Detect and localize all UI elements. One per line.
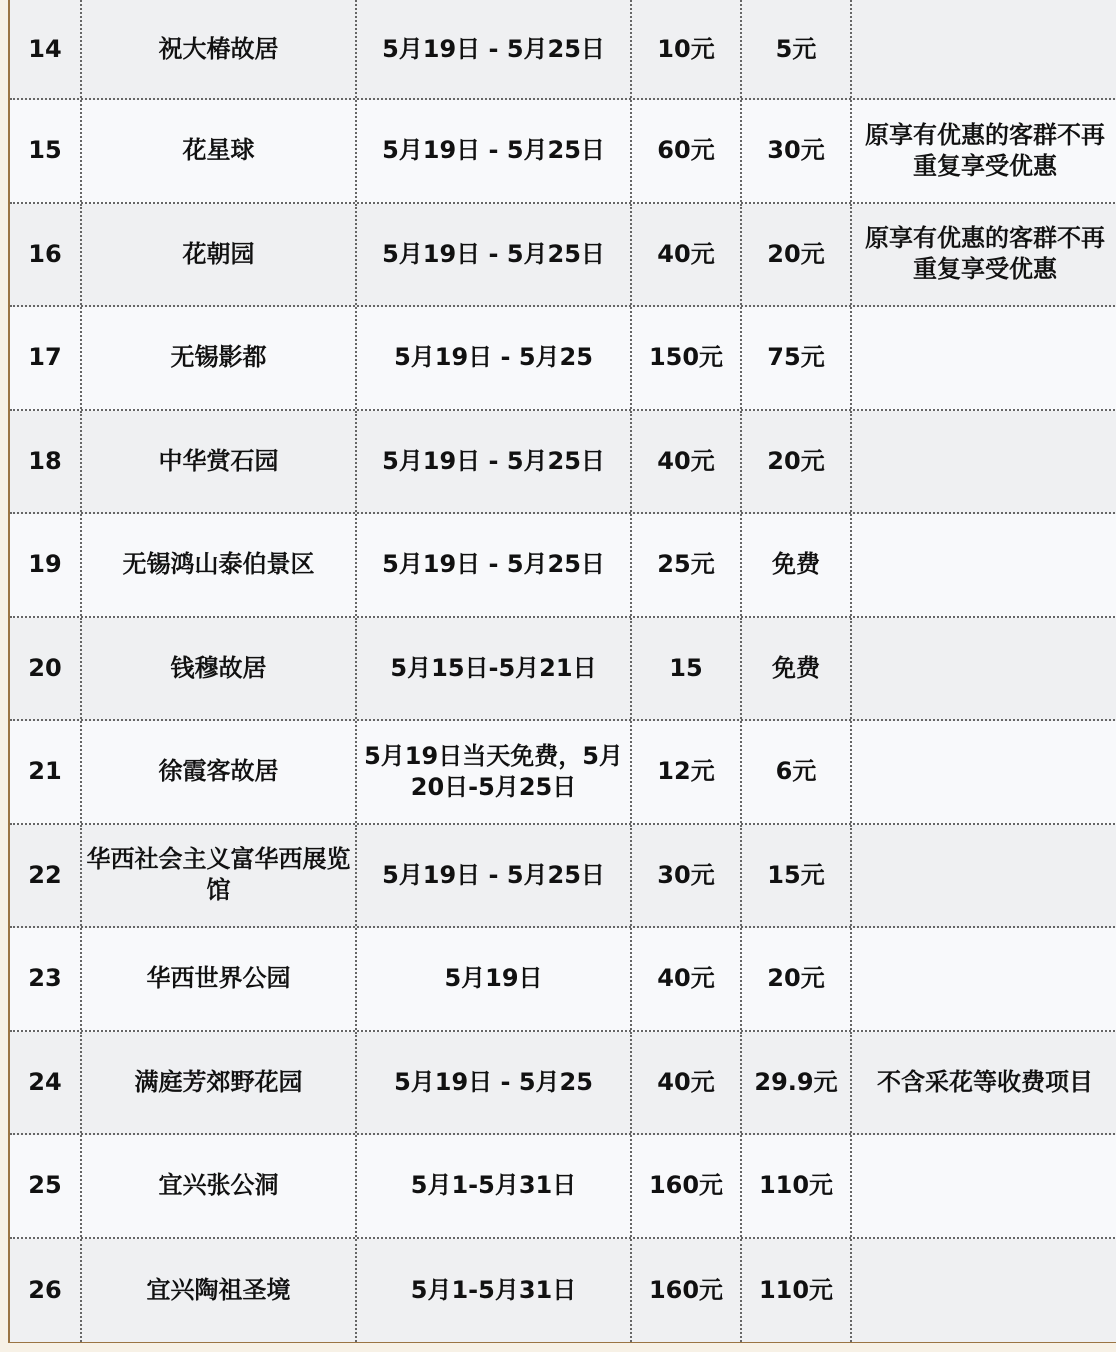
original-price-cell: 40元 [632,928,742,1030]
attraction-name-cell: 无锡影都 [82,307,357,409]
row-number-cell: 26 [10,1239,82,1343]
original-price-cell: 15 [632,618,742,720]
table-row [10,618,1116,722]
original-price-cell: 40元 [632,204,742,306]
remark-cell [852,825,1116,927]
date-range-cell: 5月19日 - 5月25日 [357,514,632,616]
table-row [10,1032,1116,1136]
discount-price-cell: 20元 [742,204,852,306]
row-number-cell: 16 [10,204,82,306]
table-row [10,204,1116,308]
row-number-cell: 20 [10,618,82,720]
original-price-cell: 25元 [632,514,742,616]
remark-cell [852,0,1116,98]
row-number-cell: 19 [10,514,82,616]
table-row [10,100,1116,204]
date-range-cell: 5月19日 - 5月25日 [357,100,632,202]
discount-price-cell: 20元 [742,928,852,1030]
date-range-cell: 5月19日 [357,928,632,1030]
attraction-name-cell: 华西社会主义富华西展览馆 [82,825,357,927]
discount-price-cell: 免费 [742,514,852,616]
discount-price-cell: 6元 [742,721,852,823]
discount-price-cell: 110元 [742,1135,852,1237]
table-row [10,411,1116,515]
discount-price-cell: 5元 [742,0,852,98]
discount-price-cell: 110元 [742,1239,852,1343]
attraction-name-cell: 花星球 [82,100,357,202]
attractions-discount-table [8,0,1116,1343]
attraction-name-cell: 无锡鸿山泰伯景区 [82,514,357,616]
date-range-cell: 5月19日 - 5月25日 [357,0,632,98]
date-range-cell: 5月19日 - 5月25日 [357,411,632,513]
remark-cell [852,1135,1116,1237]
discount-price-cell: 30元 [742,100,852,202]
attraction-name-cell: 中华赏石园 [82,411,357,513]
remark-cell [852,928,1116,1030]
remark-cell [852,307,1116,409]
date-range-cell: 5月19日 - 5月25日 [357,204,632,306]
discount-price-cell: 免费 [742,618,852,720]
remark-cell: 原享有优惠的客群不再重复享受优惠 [865,224,1105,284]
original-price-cell: 60元 [632,100,742,202]
remark-cell: 不含采花等收费项目 [877,1067,1093,1096]
discount-price-cell: 20元 [742,411,852,513]
discount-price-cell: 75元 [742,307,852,409]
remark-cell [852,618,1116,720]
original-price-cell: 12元 [632,721,742,823]
row-number-cell: 18 [10,411,82,513]
row-number-cell: 22 [10,825,82,927]
remark-cell [852,514,1116,616]
attraction-name-cell: 宜兴陶祖圣境 [82,1239,357,1343]
table-row [10,1135,1116,1239]
table-row [10,721,1116,825]
row-number-cell: 21 [10,721,82,823]
remark-cell [852,721,1116,823]
table-row [10,307,1116,411]
remark-cell [852,411,1116,513]
date-range-cell: 5月15日-5月21日 [357,618,632,720]
discount-price-cell: 15元 [742,825,852,927]
row-number-cell: 14 [10,0,82,98]
attraction-name-cell: 钱穆故居 [82,618,357,720]
original-price-cell: 150元 [632,307,742,409]
original-price-cell: 160元 [632,1239,742,1343]
remark-cell: 原享有优惠的客群不再重复享受优惠 [865,120,1105,180]
original-price-cell: 10元 [632,0,742,98]
attraction-name-cell: 徐霞客故居 [82,721,357,823]
discount-price-cell: 29.9元 [742,1032,852,1134]
original-price-cell: 40元 [632,1032,742,1134]
date-range-cell: 5月19日 - 5月25 [357,1032,632,1134]
table-row [10,514,1116,618]
date-range-cell: 5月19日当天免费，5月20日-5月25日 [357,721,632,823]
row-number-cell: 24 [10,1032,82,1134]
remark-cell [852,1239,1116,1343]
date-range-cell: 5月19日 - 5月25 [357,307,632,409]
table-row [10,928,1116,1032]
table-row [10,825,1116,929]
attraction-name-cell: 宜兴张公洞 [82,1135,357,1237]
attraction-name-cell: 满庭芳郊野花园 [82,1032,357,1134]
table-row [10,0,1116,100]
original-price-cell: 30元 [632,825,742,927]
row-number-cell: 15 [10,100,82,202]
attraction-name-cell: 祝大椿故居 [82,0,357,98]
date-range-cell: 5月1-5月31日 [357,1239,632,1343]
attraction-name-cell: 华西世界公园 [82,928,357,1030]
date-range-cell: 5月19日 - 5月25日 [357,825,632,927]
row-number-cell: 25 [10,1135,82,1237]
date-range-cell: 5月1-5月31日 [357,1135,632,1237]
original-price-cell: 160元 [632,1135,742,1237]
attraction-name-cell: 花朝园 [82,204,357,306]
row-number-cell: 17 [10,307,82,409]
table-row [10,1239,1116,1343]
original-price-cell: 40元 [632,411,742,513]
row-number-cell: 23 [10,928,82,1030]
